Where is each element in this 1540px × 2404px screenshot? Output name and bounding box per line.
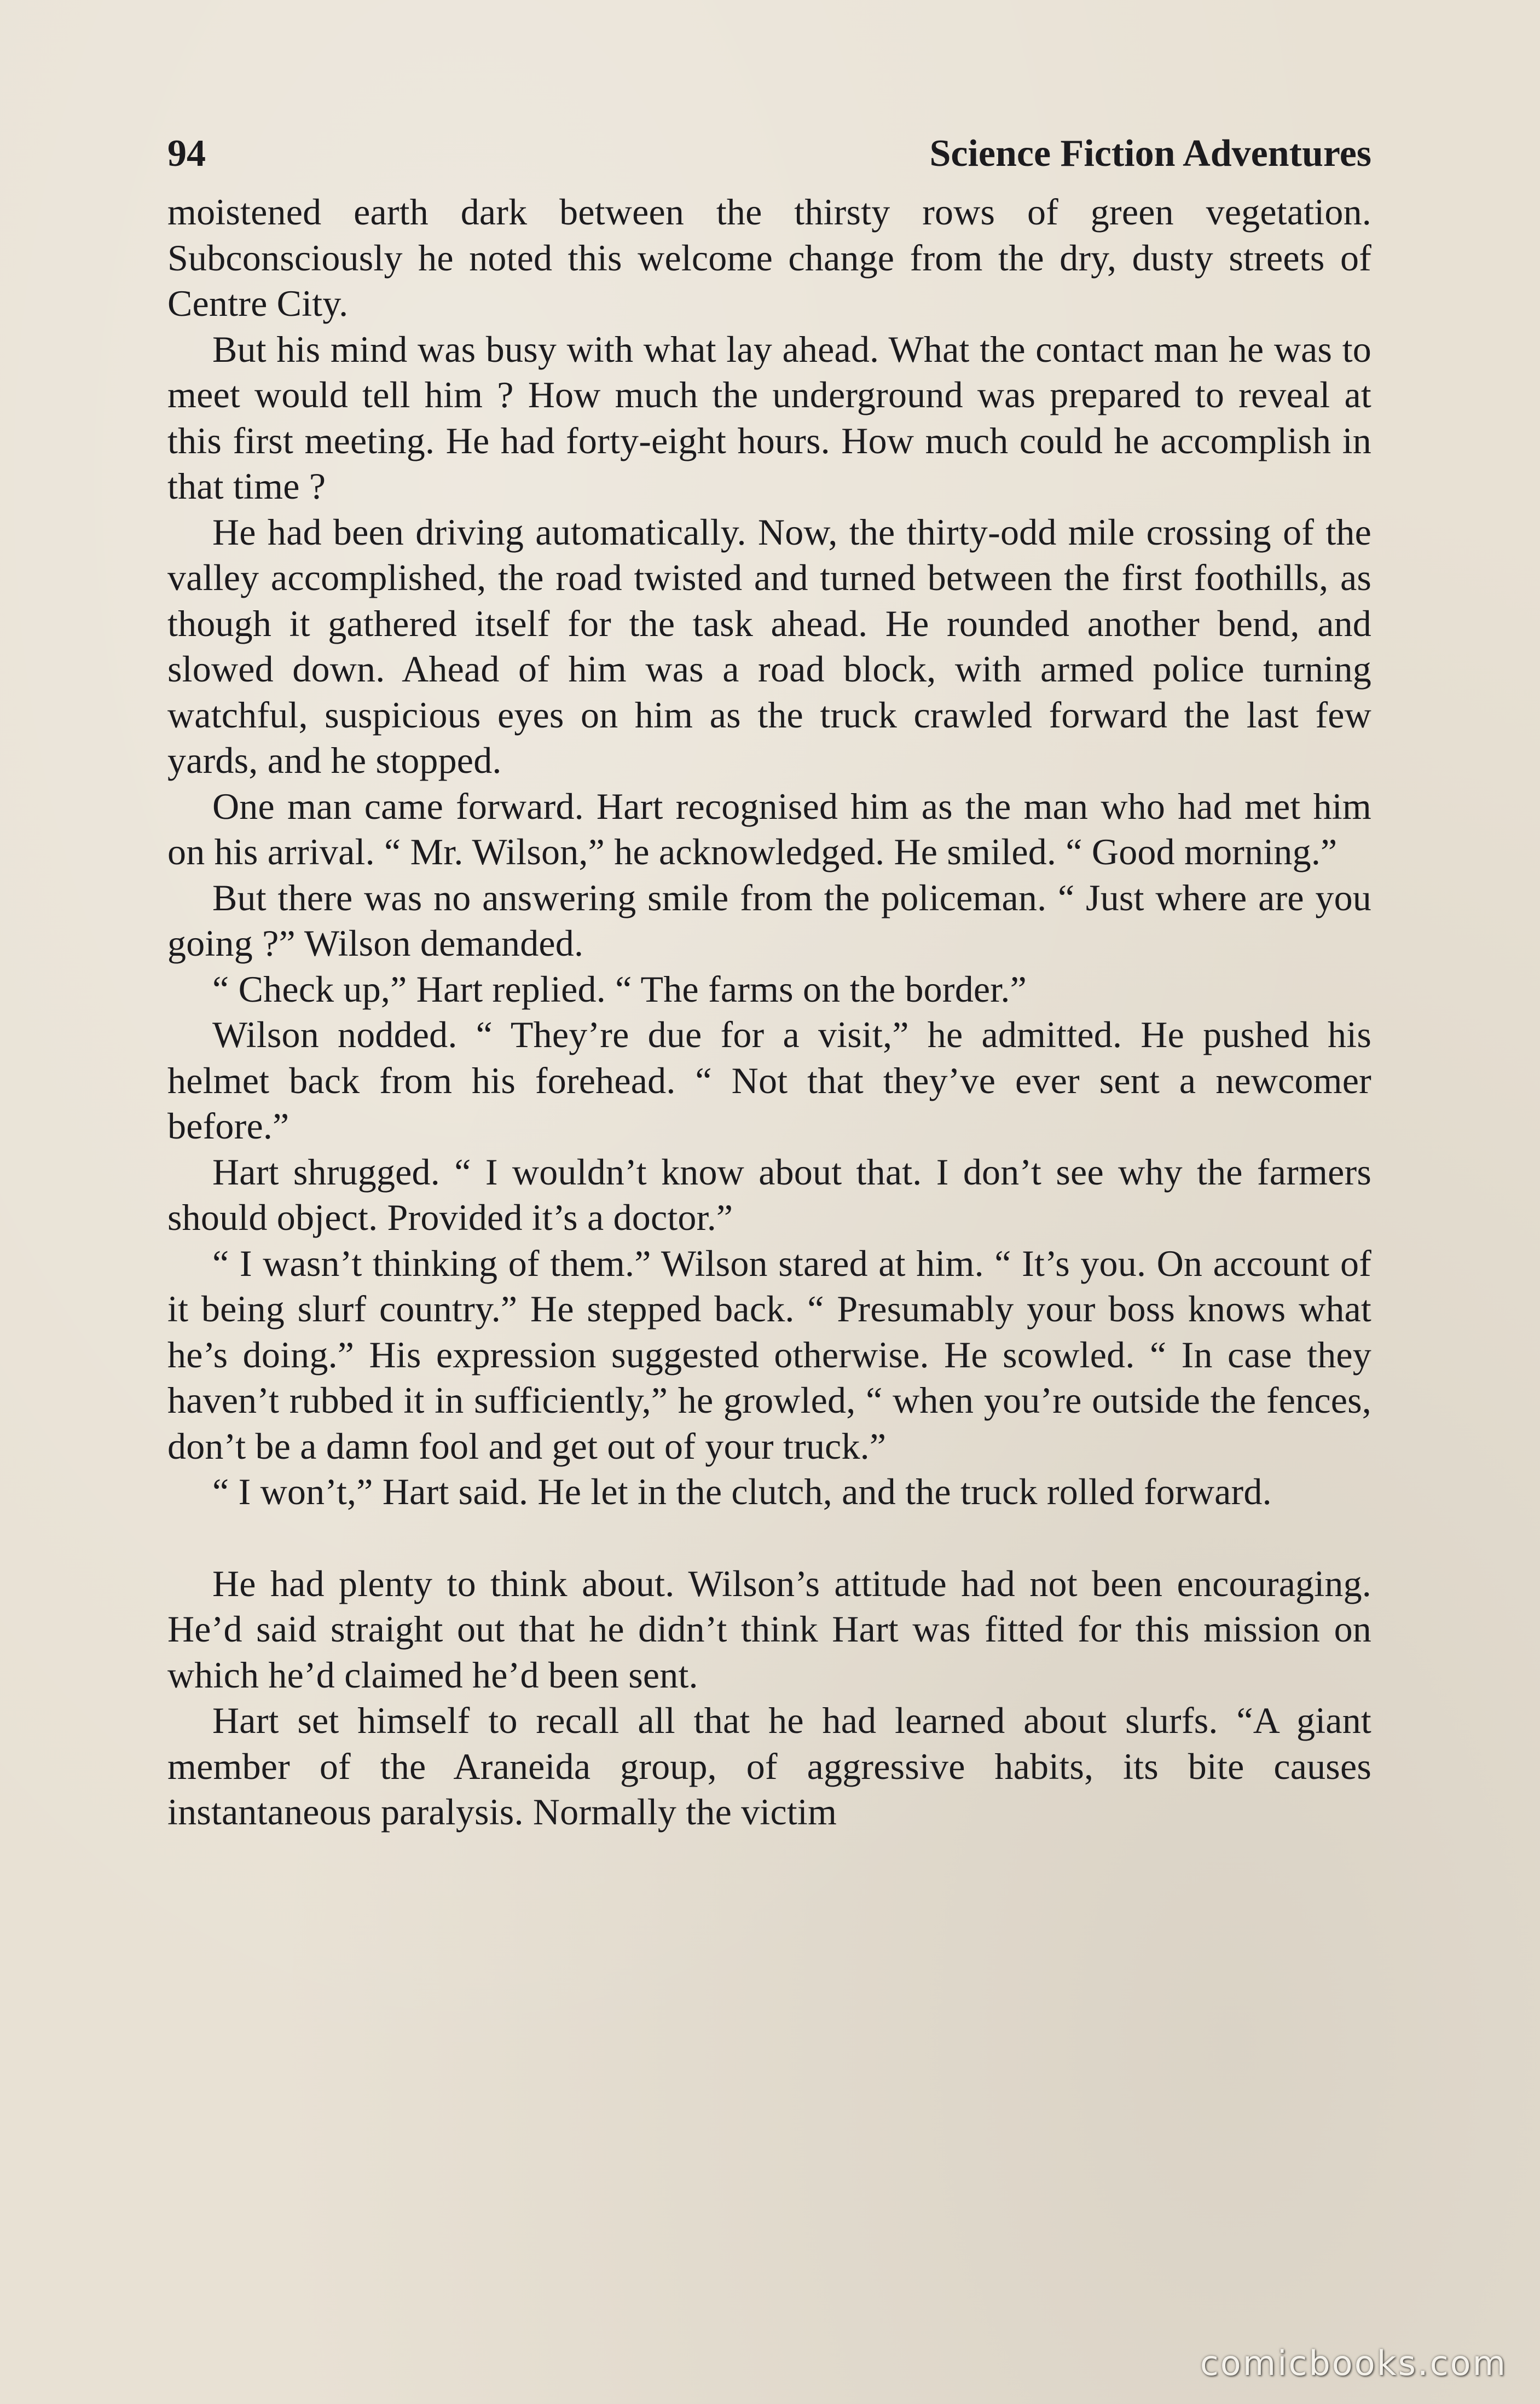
- paragraph: “ I wasn’t thinking of them.” Wilson stared at him. “ It’s you. On account of it being slurf country.” He stepped back. “ Presumably your boss knows what he’s doing.” His expression suggested otherwise. He scowled. “ In case they haven’t rubbed it in sufficiently,” he growled, “ when you’re outside the fences, don’t be a damn fool and get out of your truck.”: [167, 1242, 1371, 1467]
- paragraph: Hart shrugged. “ I wouldn’t know about that. I don’t see why the farmers should object. Provided it’s a doctor.”: [167, 1151, 1371, 1238]
- paragraph: Wilson nodded. “ They’re due for a visit,” he admitted. He pushed his helmet back from his forehead. “ Not that they’ve ever sent a newcomer before.”: [167, 1014, 1371, 1147]
- paragraph: One man came forward. Hart recognised him as the man who had met him on his arrival. “ Mr. Wilson,” he acknowledged. He smiled. “ Good morning.”: [167, 785, 1371, 872]
- paragraph: But his mind was busy with what lay ahead. What the contact man he was to meet would tell him ? How much the underground was prepared to reveal at this first meeting. He had forty-eight hours. How much could he accomplish in that time ?: [167, 328, 1371, 507]
- body-text: [167, 189, 1371, 1835]
- paragraph: “ I won’t,” Hart said. He let in the clutch, and the truck rolled forward.: [212, 1471, 1272, 1512]
- paragraph: “ Check up,” Hart replied. “ The farms on the border.”: [212, 968, 1027, 1010]
- paragraph: He had plenty to think about. Wilson’s attitude had not been encouraging. He’d said straight out that he didn’t think Hart was fitted for this mission on which he’d claimed he’d been sent.: [167, 1562, 1371, 1696]
- book-page: [167, 129, 1371, 2319]
- running-title: Science Fiction Adventures: [929, 132, 1371, 175]
- paragraph: Hart set himself to recall all that he had learned about slurfs. “A giant member of the Araneida group, of aggressive habits, its bite causes instantaneous paralysis. Normally the victim: [167, 1700, 1371, 1833]
- page-number: 94: [167, 132, 206, 175]
- paragraph: But there was no answering smile from the policeman. “ Just where are you going ?” Wilson demanded.: [167, 876, 1371, 964]
- paragraph-continued: moistened earth dark between the thirsty rows of green vegetation. Subconsciously he noted this welcome change from the dry, dusty streets of Centre City.: [167, 191, 1371, 324]
- running-head: [167, 129, 1371, 178]
- section-break: [167, 1515, 1371, 1561]
- paragraph: He had been driving automatically. Now, the thirty-odd mile crossing of the valley accomplished, the road twisted and turned between the first foothills, as though it gathered itself for the task ahead. He rounded another bend, and slowed down. Ahead of him was a road block, with armed police turning watchful, suspicious eyes on him as the truck crawled forward the last few yards, and he stopped.: [167, 511, 1371, 781]
- watermark: comicbooks.com: [1200, 2343, 1507, 2383]
